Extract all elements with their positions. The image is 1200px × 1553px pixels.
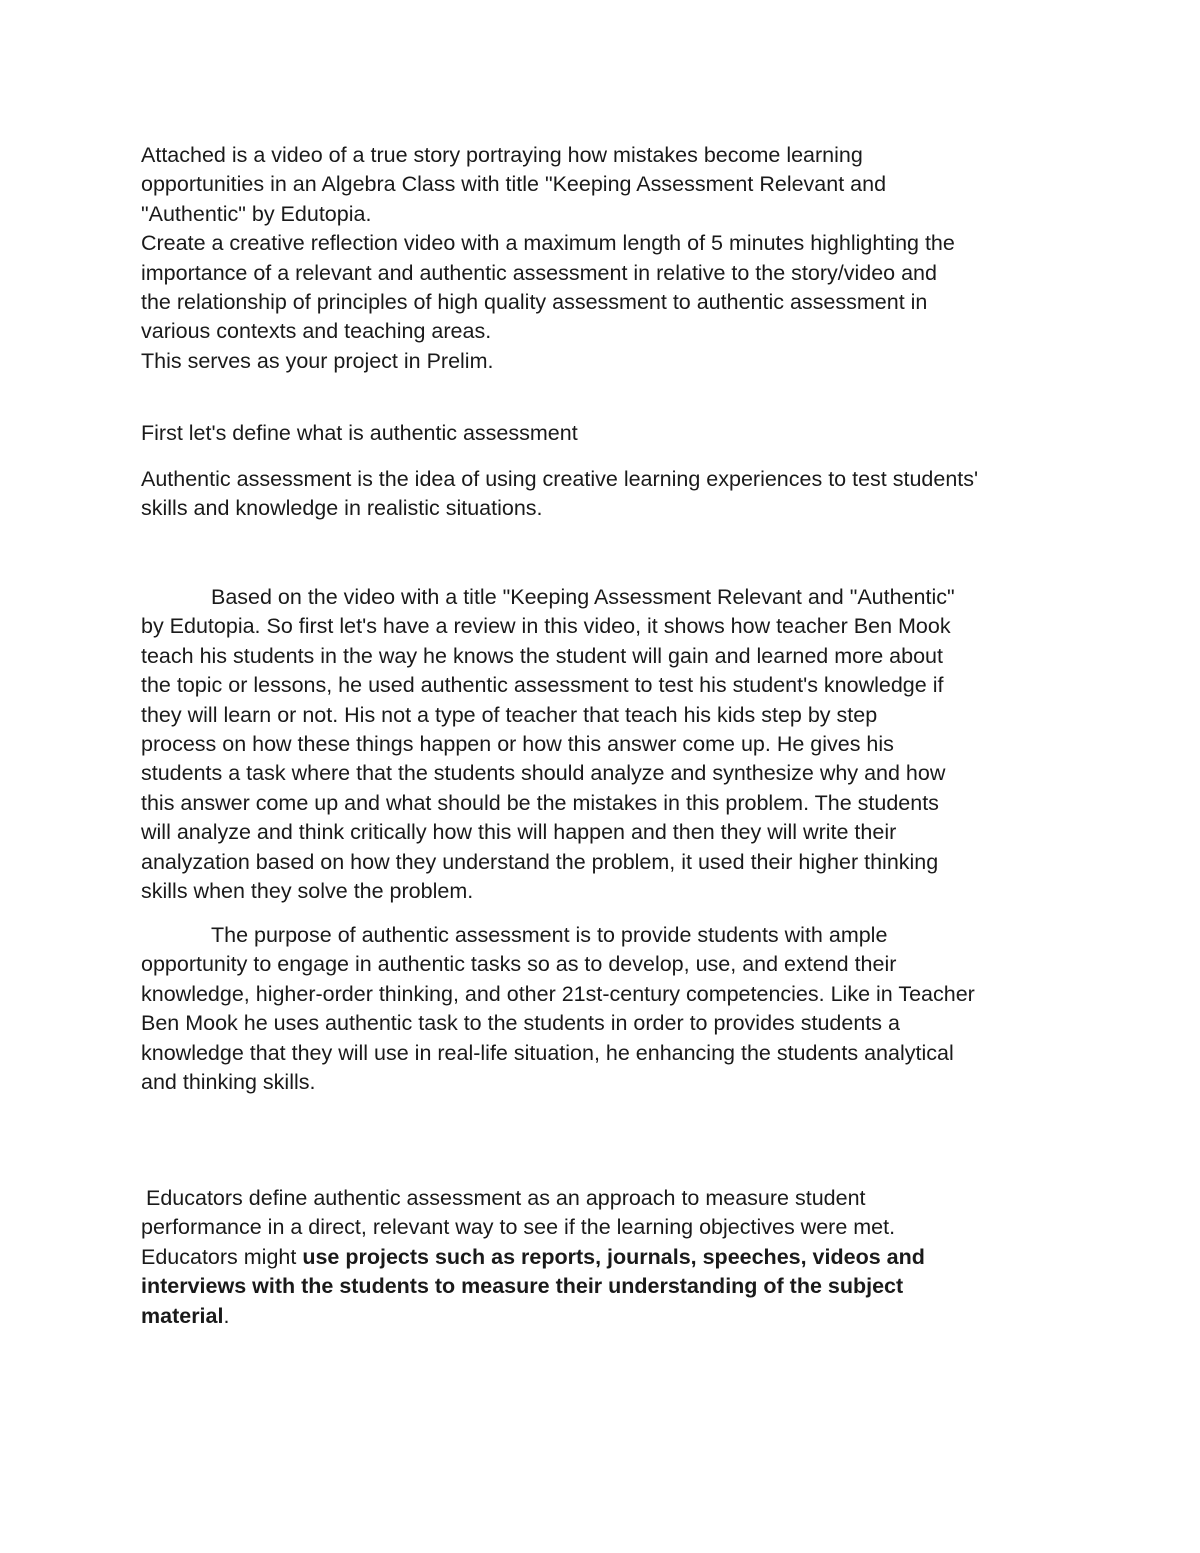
educators-line: Educators define authentic assessment as an approach to measure student: [146, 1186, 866, 1210]
purpose-line: The purpose of authentic assessment is to provide students with ample: [211, 923, 888, 947]
educators-period: .: [223, 1303, 230, 1328]
educators-line: performance in a direct, relevant way to see if the learning objectives were met.: [141, 1215, 896, 1240]
intro-line: importance of a relevant and authentic assessment in relative to the story/video and: [141, 260, 937, 285]
educators-line: [141, 1302, 1071, 1331]
purpose-line: knowledge, higher-order thinking, and other 21st-century competencies. Like in Teacher: [141, 981, 975, 1006]
review-line: process on how these things happen or how this answer come up. He gives his: [141, 732, 894, 757]
review-line: teach his students in the way he knows the student will gain and learned more about: [141, 643, 943, 668]
purpose-line: Ben Mook he uses authentic task to the students in order to provides students a: [141, 1011, 900, 1036]
purpose-line: opportunity to engage in authentic tasks so as to develop, use, and extend their: [141, 952, 897, 977]
definition-heading-text: First let's define what is authentic assessment: [141, 421, 578, 445]
educators-line: [141, 1272, 1071, 1301]
intro-line: the relationship of principles of high quality assessment to authentic assessment in: [141, 290, 928, 315]
purpose-line: knowledge that they will use in real-life situation, he enhancing the students analytical: [141, 1040, 954, 1065]
educators-bold-text: material: [141, 1303, 224, 1328]
educators-bold-text: use projects such as reports, journals, speeches, videos and: [302, 1244, 925, 1269]
review-line: analyzation based on how they understand the problem, it used their higher thinking: [141, 849, 939, 874]
intro-line: "Authentic" by Edutopia.: [141, 201, 372, 226]
educators-normal-text: Educators might: [141, 1244, 303, 1269]
definition-paragraph: [141, 465, 1071, 524]
intro-line: Create a creative reflection video with a maximum length of 5 minutes highlighting the: [141, 231, 955, 256]
purpose-paragraph: [141, 921, 1071, 1097]
educators-bold-text: interviews with the students to measure their understanding of the subject: [141, 1274, 904, 1299]
review-paragraph: [141, 583, 1071, 906]
definition-line: Authentic assessment is the idea of using creative learning experiences to test students': [141, 467, 979, 491]
intro-line: This serves as your project in Prelim.: [141, 348, 494, 373]
intro-line: Attached is a video of a true story portraying how mistakes become learning: [141, 143, 863, 167]
intro-line: opportunities in an Algebra Class with title "Keeping Assessment Relevant and: [141, 172, 887, 197]
review-line: skills when they solve the problem.: [141, 879, 474, 904]
review-line: this answer come up and what should be the mistakes in this problem. The students: [141, 790, 939, 815]
review-line: Based on the video with a title "Keeping Assessment Relevant and "Authentic": [211, 585, 955, 609]
definition-heading: [141, 419, 1071, 448]
review-line: by Edutopia. So first let's have a review in this video, it shows how teacher Ben Mook: [141, 614, 951, 639]
review-line: will analyze and think critically how this will happen and then they will write their: [141, 820, 897, 845]
intro-line: various contexts and teaching areas.: [141, 319, 492, 344]
educators-paragraph: [141, 1184, 1071, 1331]
purpose-line: and thinking skills.: [141, 1070, 316, 1095]
definition-line: skills and knowledge in realistic situations.: [141, 496, 543, 521]
review-line: they will learn or not. His not a type of teacher that teach his kids step by step: [141, 702, 878, 727]
review-line: students a task where that the students should analyze and synthesize why and how: [141, 761, 946, 786]
educators-line: [141, 1243, 1071, 1272]
review-line: the topic or lessons, he used authentic assessment to test his student's knowledge if: [141, 673, 944, 698]
intro-paragraph: [141, 141, 1071, 376]
